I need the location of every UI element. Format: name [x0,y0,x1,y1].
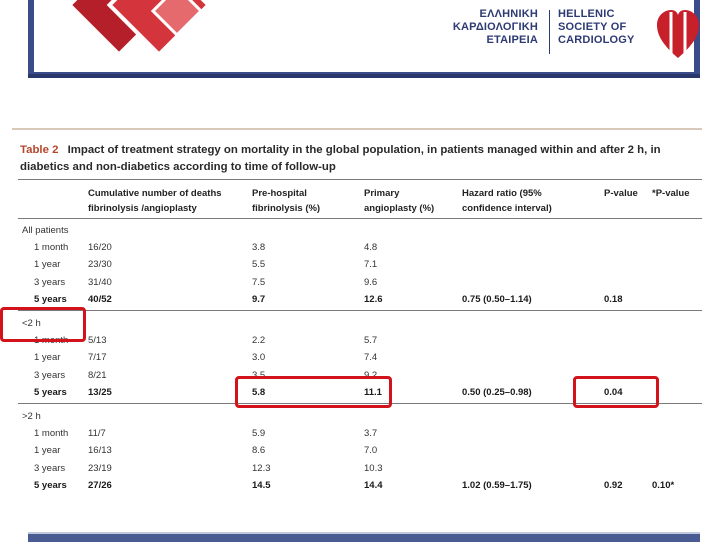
cell-deaths: 7/17 [88,352,107,364]
cell-deaths: 16/20 [88,242,112,254]
table-title: Impact of treatment strategy on mortality in the global population, in patients managed within and after 2 h, in diabetics and non-diabetics according to time of follow-up [20,144,661,173]
cell-deaths: 16/13 [88,445,112,457]
group-separator [18,310,702,311]
table-row [12,477,702,494]
row-label: 5 years [34,386,67,398]
table-row [12,332,702,349]
column-header-angioplasty: Primary angioplasty (%) [364,188,435,214]
cell-angioplasty: 10.3 [364,462,383,474]
cell-prehospital: 12.3 [252,462,271,474]
highlight-5year-rates [235,376,392,408]
table-caption [20,142,700,176]
cell-angioplasty: 5.7 [364,335,378,347]
group-label: >2 h [22,411,41,422]
cell-hazard-ratio: 0.75 (0.50–1.14) [462,293,532,305]
table-number: Table 2 [20,144,59,156]
cell-prehospital: 5.9 [252,428,266,440]
cell-deaths: 13/25 [88,386,112,398]
caption-rule [18,179,702,180]
group-header-row [12,222,702,239]
brand-en-line: HELLENIC [558,8,615,20]
cell-prehospital: 14.5 [252,479,271,491]
society-diamond-logo [64,0,214,70]
cell-angioplasty: 9.6 [364,276,378,288]
cell-angioplasty: 9.2 [364,369,378,381]
journal-table [12,128,702,504]
brand-gr-line: ΚΑΡΔΙΟΛΟΓΙΚΗ [452,21,538,33]
cell-deaths: 31/40 [88,276,112,288]
cell-deaths: 40/52 [88,293,112,305]
table-row [12,349,702,366]
column-header-star-p-value: *P-value [652,188,690,199]
brand-divider [549,10,550,54]
brand-name-greek [438,8,538,47]
highlight-under-2h [0,307,86,342]
brand-en-line: CARDIOLOGY [558,34,635,46]
table-row [12,274,702,291]
cell-prehospital: 3.0 [252,352,266,364]
cell-prehospital: 9.7 [252,293,266,305]
cell-angioplasty: 7.0 [364,445,378,457]
column-header-p-value: P-value [604,188,638,199]
cell-p-value: 0.04 [604,386,623,398]
cell-prehospital: 7.5 [252,276,266,288]
row-label: 1 month [34,242,69,254]
row-label: 3 years [34,462,66,474]
heart-logo-icon [654,6,702,62]
cell-prehospital: 3.5 [252,369,266,381]
brand-name-english [558,8,640,47]
cell-p-value: 0.18 [604,293,623,305]
highlight-p-value [573,376,659,408]
column-header-prehospital: Pre-hospital fibrinolysis (%) [252,188,321,214]
cell-angioplasty: 7.1 [364,259,378,271]
brand-gr-line: ΕΤΑΙΡΕΙΑ [486,34,538,46]
cell-prehospital: 8.6 [252,445,266,457]
cell-deaths: 23/30 [88,259,112,271]
row-label: 5 years [34,293,67,305]
table-row [12,256,702,273]
header-rule [18,218,702,219]
table-row [12,291,702,308]
brand-gr-line: ΕΛΛΗΝΙΚΗ [479,8,538,20]
cell-deaths: 8/21 [88,369,107,381]
cell-angioplasty: 4.8 [364,242,378,254]
column-header-deaths: Cumulative number of deaths fibrinolysis /angioplasty [88,188,222,214]
cell-prehospital: 5.8 [252,386,266,398]
table-row [12,425,702,442]
cell-angioplasty: 12.6 [364,293,383,305]
table-row [12,460,702,477]
cell-angioplasty: 14.4 [364,479,383,491]
row-label: 1 year [34,352,61,364]
group-header-row [12,315,702,332]
cell-deaths: 5/13 [88,335,107,347]
row-label: 3 years [34,276,66,288]
row-label: 1 month [34,428,69,440]
cell-angioplasty: 7.4 [364,352,378,364]
column-header-hazard-ratio: Hazard ratio (95% confidence interval) [462,188,552,214]
footer-bar [28,532,700,542]
row-label: 1 year [34,445,61,457]
cell-hazard-ratio: 1.02 (0.59–1.75) [462,479,532,491]
row-label: 1 month [34,335,69,347]
cell-star-p-value: 0.10* [652,479,675,491]
table-row [12,442,702,459]
table-row [12,239,702,256]
header-panel [34,0,694,72]
cell-p-value: 0.92 [604,479,623,491]
cell-prehospital: 2.2 [252,335,266,347]
row-label: 1 year [34,259,61,271]
cell-deaths: 27/26 [88,479,112,491]
group-header-row [12,408,702,425]
row-label: 5 years [34,479,67,491]
brand-en-line: SOCIETY OF [558,21,627,33]
cell-deaths: 11/7 [88,428,106,440]
cell-deaths: 23/19 [88,462,112,474]
group-label: All patients [22,225,69,236]
header-banner [28,0,700,78]
cell-hazard-ratio: 0.50 (0.25–0.98) [462,386,532,398]
group-label: <2 h [22,318,41,329]
cell-prehospital: 5.5 [252,259,266,271]
cell-angioplasty: 11.1 [364,386,382,398]
cell-prehospital: 3.8 [252,242,266,254]
row-label: 3 years [34,369,66,381]
cell-angioplasty: 3.7 [364,428,378,440]
